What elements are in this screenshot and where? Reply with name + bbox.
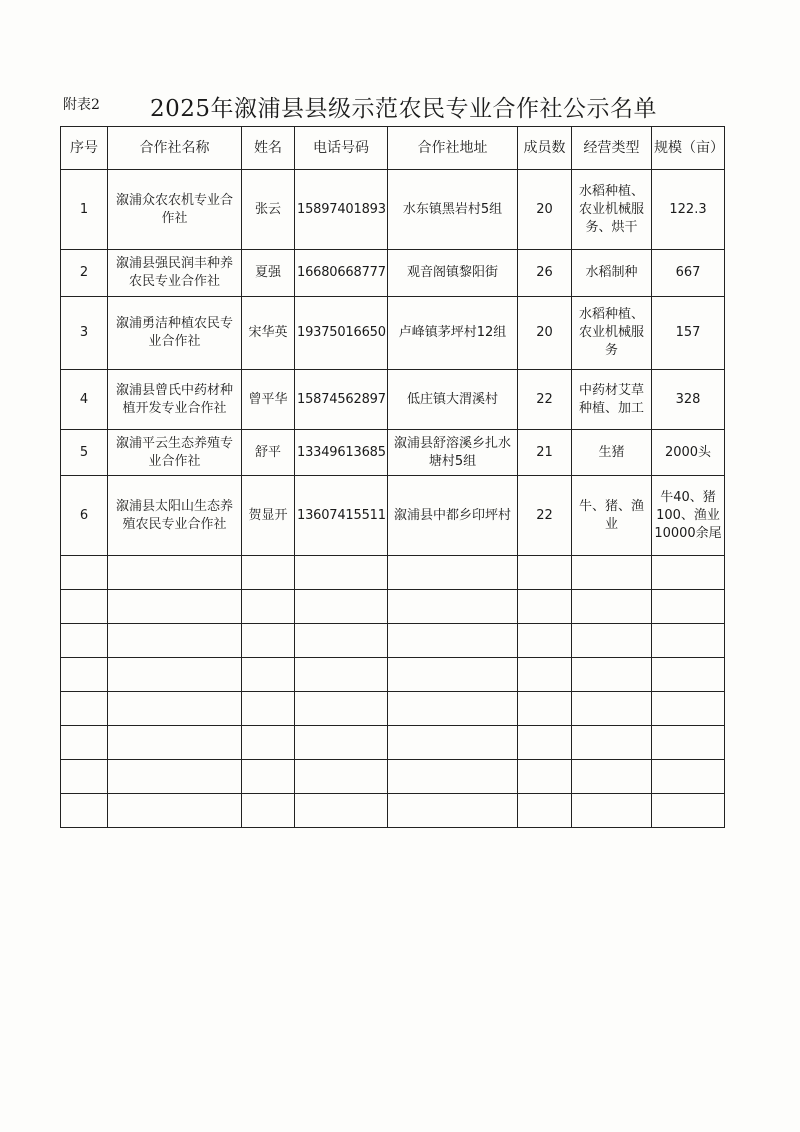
cell-members: 20 [518, 297, 572, 370]
empty-cell [242, 726, 295, 760]
cell-person: 舒平 [242, 430, 295, 476]
empty-cell [295, 760, 388, 794]
cell-phone: 15874562897 [295, 370, 388, 430]
cell-index: 5 [61, 430, 108, 476]
empty-cell [652, 624, 725, 658]
empty-cell [61, 556, 108, 590]
table-row [61, 430, 725, 476]
empty-cell [388, 794, 518, 828]
empty-cell [295, 794, 388, 828]
empty-cell [518, 556, 572, 590]
empty-cell [572, 794, 652, 828]
cell-scale: 122.3 [652, 170, 725, 250]
empty-cell [108, 658, 242, 692]
header-scale: 规模（亩） [652, 127, 725, 170]
document-title: 2025年溆浦县县级示范农民专业合作社公示名单 [150, 96, 658, 122]
empty-cell [652, 794, 725, 828]
cell-person: 宋华英 [242, 297, 295, 370]
empty-cell [388, 726, 518, 760]
empty-cell [295, 624, 388, 658]
cell-phone: 19375016650 [295, 297, 388, 370]
empty-cell [518, 726, 572, 760]
cell-person: 贺显开 [242, 476, 295, 556]
empty-cell [61, 726, 108, 760]
empty-cell [652, 590, 725, 624]
cooperative-table [60, 126, 725, 828]
cell-coop-name: 溆浦县太阳山生态养殖农民专业合作社 [108, 476, 242, 556]
empty-row [61, 760, 725, 794]
empty-row [61, 556, 725, 590]
empty-cell [652, 760, 725, 794]
header-members: 成员数 [518, 127, 572, 170]
cell-business: 中药材艾草种植、加工 [572, 370, 652, 430]
cell-coop-name: 溆浦县强民润丰种养农民专业合作社 [108, 250, 242, 297]
cell-members: 21 [518, 430, 572, 476]
cell-coop-name: 溆浦众农农机专业合作社 [108, 170, 242, 250]
header-phone: 电话号码 [295, 127, 388, 170]
empty-cell [518, 692, 572, 726]
cell-address: 低庄镇大渭溪村 [388, 370, 518, 430]
cell-scale: 2000头 [652, 430, 725, 476]
empty-row [61, 692, 725, 726]
empty-cell [518, 658, 572, 692]
cell-coop-name: 溆浦县曾氏中药材种植开发专业合作社 [108, 370, 242, 430]
cell-phone: 16680668777 [295, 250, 388, 297]
cell-scale: 牛40、猪100、渔业10000余尾 [652, 476, 725, 556]
table-row [61, 250, 725, 297]
cell-phone: 13349613685 [295, 430, 388, 476]
cell-coop-name: 溆浦勇洁种植农民专业合作社 [108, 297, 242, 370]
cell-business: 水稻种植、农业机械服务、烘干 [572, 170, 652, 250]
cell-address: 溆浦县舒溶溪乡扎水塘村5组 [388, 430, 518, 476]
empty-cell [388, 624, 518, 658]
cell-scale: 328 [652, 370, 725, 430]
empty-cell [108, 726, 242, 760]
empty-cell [108, 760, 242, 794]
header-coop-name: 合作社名称 [108, 127, 242, 170]
cell-person: 夏强 [242, 250, 295, 297]
empty-cell [572, 658, 652, 692]
empty-cell [518, 624, 572, 658]
empty-cell [572, 624, 652, 658]
cell-members: 20 [518, 170, 572, 250]
empty-cell [572, 556, 652, 590]
empty-cell [388, 760, 518, 794]
table-row [61, 370, 725, 430]
empty-row [61, 624, 725, 658]
empty-cell [652, 658, 725, 692]
empty-cell [295, 556, 388, 590]
empty-cell [108, 692, 242, 726]
empty-row [61, 590, 725, 624]
table-row [61, 170, 725, 250]
empty-cell [295, 658, 388, 692]
empty-cell [388, 556, 518, 590]
empty-cell [652, 692, 725, 726]
annex-label: 附表2 [63, 97, 100, 113]
empty-cell [61, 658, 108, 692]
empty-cell [242, 624, 295, 658]
empty-cell [388, 590, 518, 624]
empty-cell [61, 624, 108, 658]
cell-scale: 667 [652, 250, 725, 297]
empty-cell [652, 726, 725, 760]
empty-cell [242, 556, 295, 590]
cell-phone: 15897401893 [295, 170, 388, 250]
empty-cell [242, 692, 295, 726]
table-header-row [61, 127, 725, 170]
cell-members: 22 [518, 370, 572, 430]
header-person: 姓名 [242, 127, 295, 170]
cell-person: 曾平华 [242, 370, 295, 430]
table-row [61, 297, 725, 370]
empty-cell [572, 726, 652, 760]
cell-address: 溆浦县中都乡印坪村 [388, 476, 518, 556]
empty-cell [108, 590, 242, 624]
header-index: 序号 [61, 127, 108, 170]
empty-cell [108, 794, 242, 828]
cell-members: 26 [518, 250, 572, 297]
cell-scale: 157 [652, 297, 725, 370]
empty-row [61, 794, 725, 828]
empty-cell [295, 692, 388, 726]
cell-business: 生猪 [572, 430, 652, 476]
empty-cell [242, 590, 295, 624]
empty-cell [572, 692, 652, 726]
empty-cell [388, 692, 518, 726]
cell-index: 3 [61, 297, 108, 370]
empty-row [61, 726, 725, 760]
empty-cell [61, 692, 108, 726]
empty-cell [295, 726, 388, 760]
header-business: 经营类型 [572, 127, 652, 170]
empty-cell [518, 760, 572, 794]
cell-business: 牛、猪、渔业 [572, 476, 652, 556]
cell-index: 2 [61, 250, 108, 297]
empty-cell [572, 760, 652, 794]
empty-cell [108, 556, 242, 590]
cell-person: 张云 [242, 170, 295, 250]
cell-address: 水东镇黑岩村5组 [388, 170, 518, 250]
cell-phone: 13607415511 [295, 476, 388, 556]
empty-cell [242, 760, 295, 794]
cell-address: 卢峰镇茅坪村12组 [388, 297, 518, 370]
empty-cell [518, 590, 572, 624]
cell-business: 水稻种植、农业机械服务 [572, 297, 652, 370]
empty-cell [572, 590, 652, 624]
cell-business: 水稻制种 [572, 250, 652, 297]
empty-cell [295, 590, 388, 624]
cell-index: 4 [61, 370, 108, 430]
cell-index: 1 [61, 170, 108, 250]
empty-cell [61, 794, 108, 828]
empty-row [61, 658, 725, 692]
header-address: 合作社地址 [388, 127, 518, 170]
empty-cell [61, 760, 108, 794]
empty-cell [242, 794, 295, 828]
cell-members: 22 [518, 476, 572, 556]
cell-index: 6 [61, 476, 108, 556]
empty-cell [108, 624, 242, 658]
cell-address: 观音阁镇黎阳街 [388, 250, 518, 297]
empty-cell [388, 658, 518, 692]
empty-cell [518, 794, 572, 828]
table-row [61, 476, 725, 556]
cell-coop-name: 溆浦平云生态养殖专业合作社 [108, 430, 242, 476]
empty-cell [652, 556, 725, 590]
empty-cell [242, 658, 295, 692]
empty-cell [61, 590, 108, 624]
